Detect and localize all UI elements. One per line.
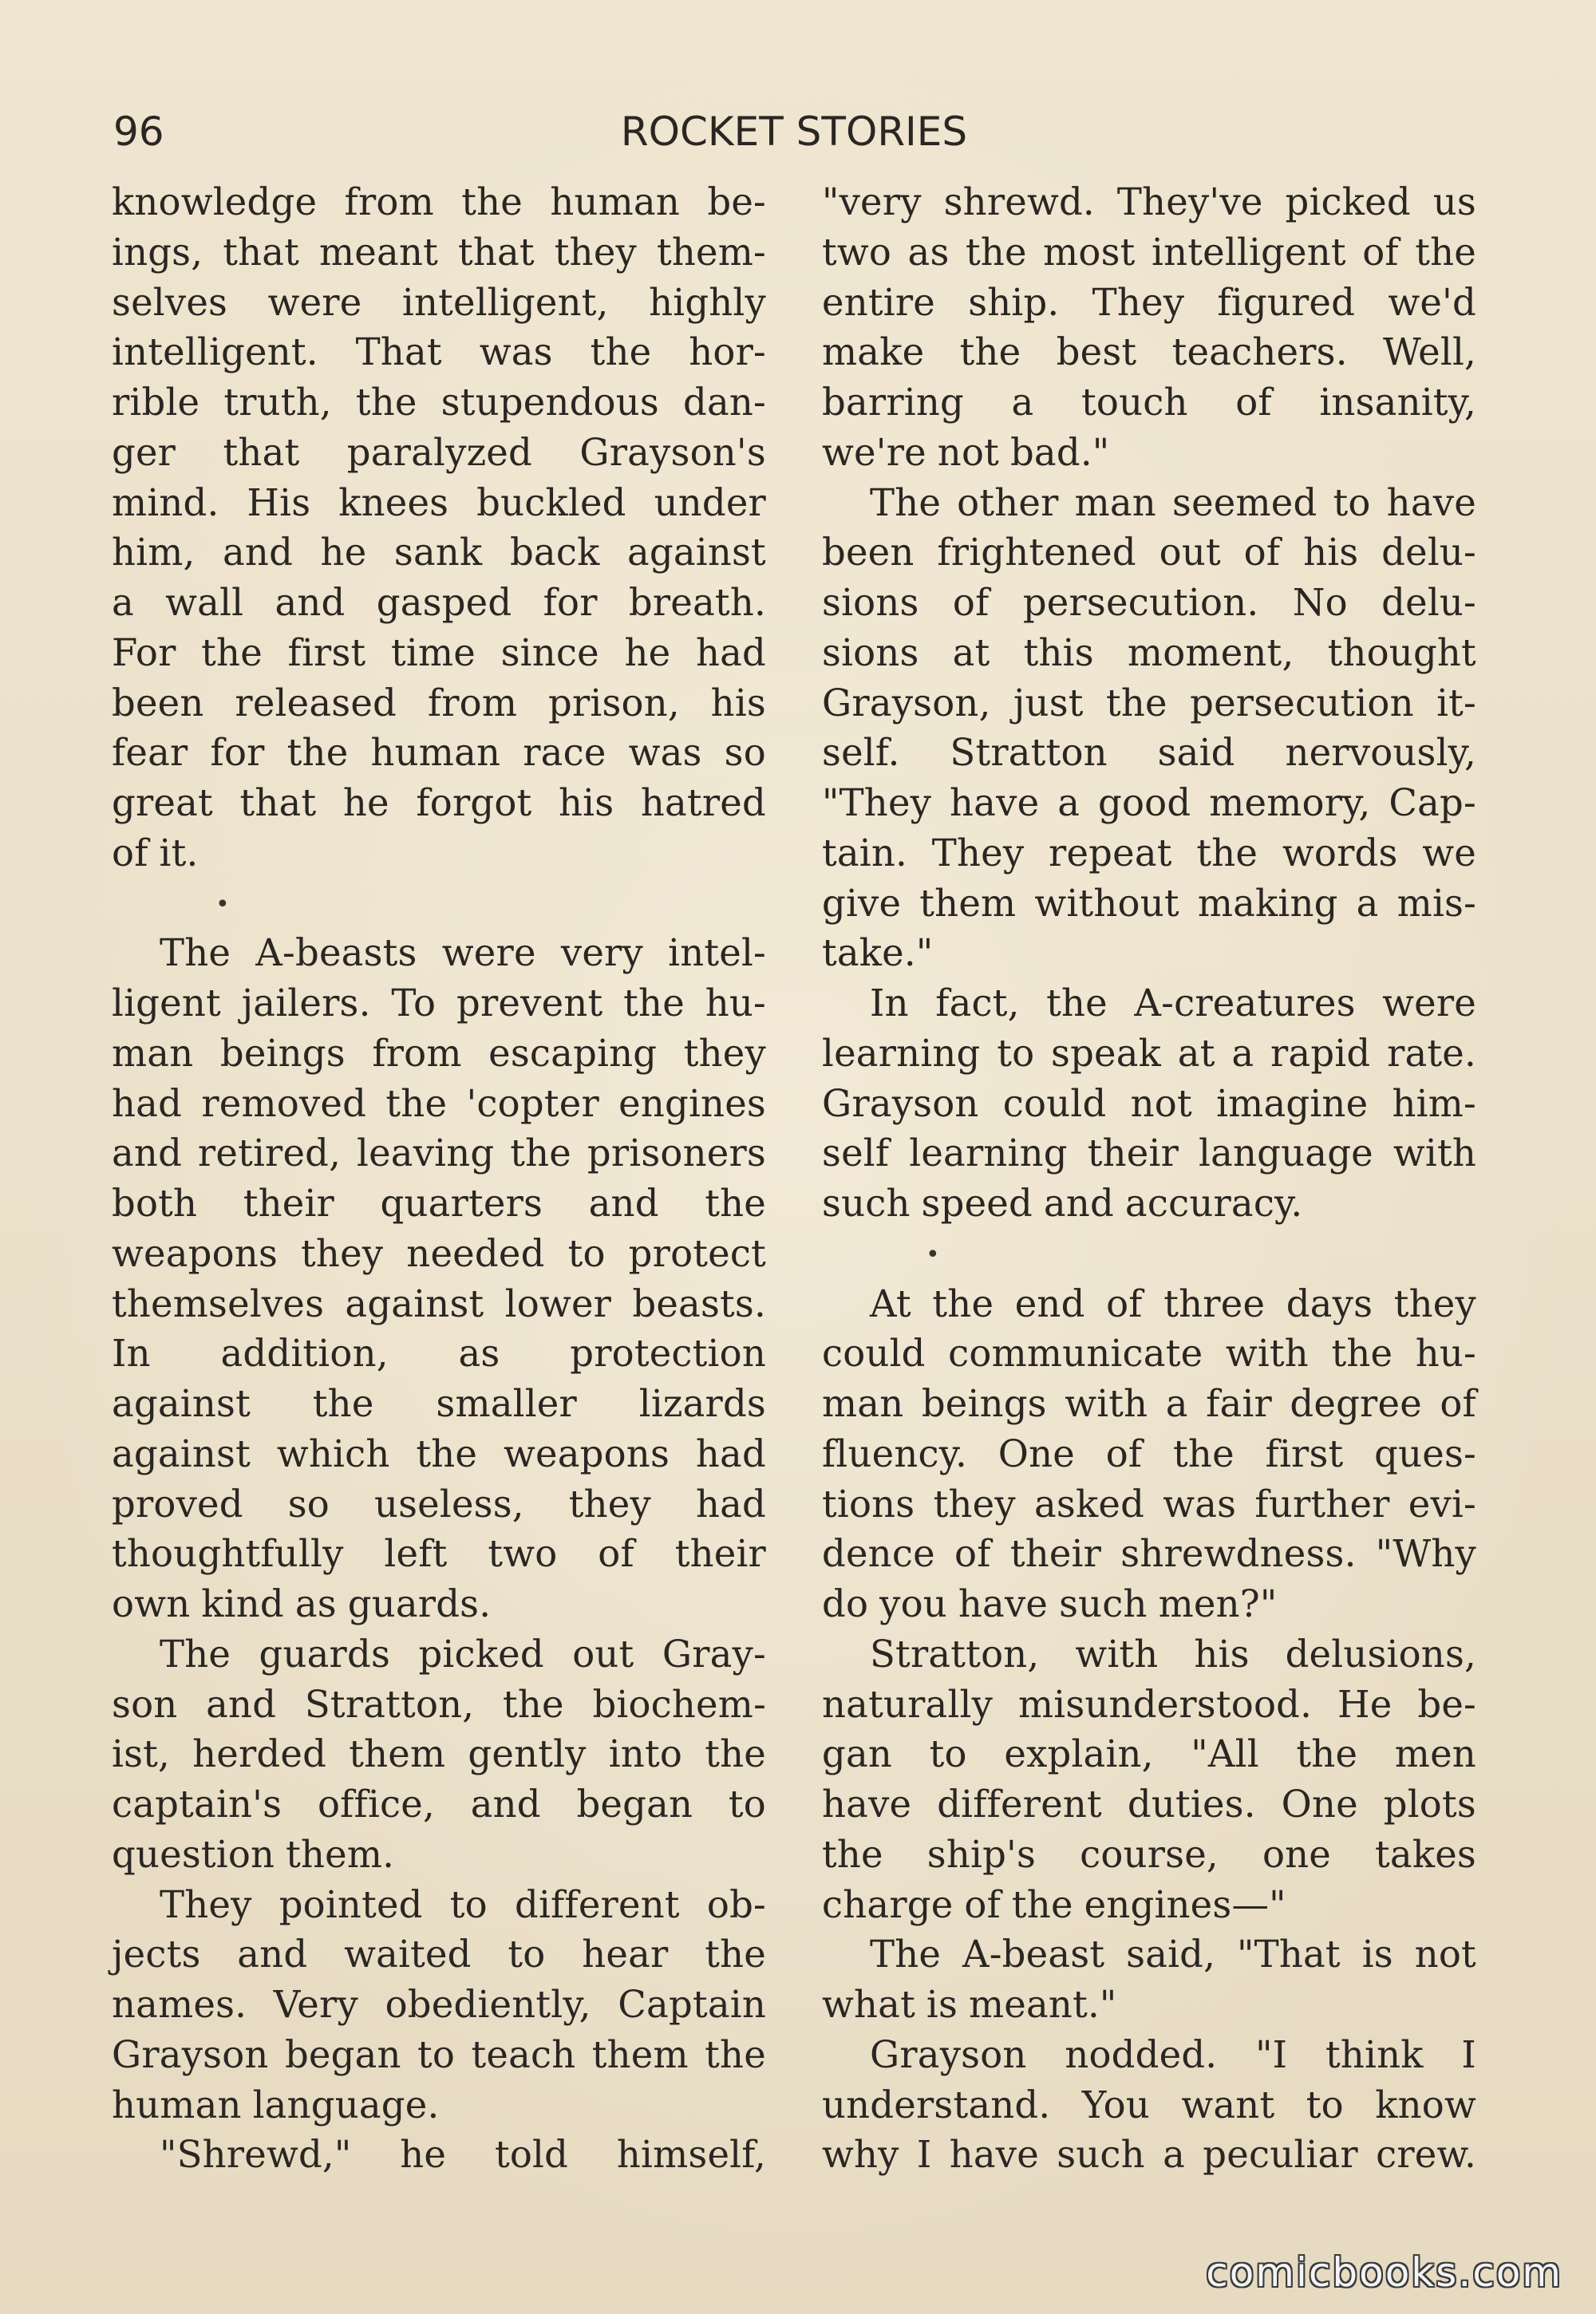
- text-line: barring a touch of insanity,: [822, 381, 1476, 424]
- text-line: Grayson nodded. "I think I: [870, 2032, 1476, 2076]
- section-break: •: [926, 1240, 940, 1269]
- right-text-column: [822, 177, 1476, 2180]
- text-line: we're not bad.": [822, 430, 1110, 474]
- text-line: ist, herded them gently into the: [112, 1732, 766, 1776]
- text-line: tions they asked was further evi-: [822, 1482, 1476, 1526]
- text-line: gan to explain, "All the men: [822, 1732, 1476, 1776]
- text-line: entire ship. They figured we'd: [822, 280, 1476, 324]
- text-line: great that he forgot his hatred: [112, 781, 766, 824]
- text-line: own kind as guards.: [112, 1582, 492, 1625]
- text-line: had removed the 'copter engines: [112, 1081, 766, 1125]
- text-line: why I have such a peculiar crew.: [822, 2133, 1476, 2177]
- text-line: and retired, leaving the prisoners: [112, 1131, 766, 1175]
- text-line: They pointed to different ob-: [160, 1882, 766, 1926]
- text-line: Stratton, with his delusions,: [870, 1632, 1476, 1676]
- text-line: do you have such men?": [822, 1582, 1278, 1625]
- running-head: ROCKET STORIES: [620, 109, 968, 155]
- text-line: The guards picked out Gray-: [160, 1632, 766, 1676]
- text-line: make the best teachers. Well,: [822, 330, 1476, 374]
- text-line: "Shrewd," he told himself,: [160, 2133, 766, 2177]
- text-line: him, and he sank back against: [112, 531, 766, 575]
- text-line: two as the most intelligent of the: [822, 230, 1476, 274]
- text-line: take.": [822, 931, 934, 975]
- text-line: In addition, as protection: [112, 1332, 766, 1376]
- text-line: tain. They repeat the words we: [822, 831, 1476, 875]
- left-text-column: [112, 177, 766, 2180]
- text-line: been released from prison, his: [112, 681, 766, 725]
- text-line: give them without making a mis-: [822, 881, 1476, 925]
- text-line: "They have a good memory, Cap-: [822, 781, 1476, 824]
- text-line: been frightened out of his delu-: [822, 531, 1476, 575]
- text-line: dence of their shrewdness. "Why: [822, 1532, 1476, 1576]
- text-line: selves were intelligent, highly: [112, 280, 766, 324]
- text-line: naturally misunderstood. He be-: [822, 1682, 1476, 1726]
- text-line: the ship's course, one takes: [822, 1832, 1476, 1876]
- text-line: themselves against lower beasts.: [112, 1281, 766, 1325]
- page-header: [113, 104, 1475, 160]
- section-break: •: [215, 890, 230, 918]
- text-line: of it.: [112, 831, 199, 875]
- text-line: such speed and accuracy.: [822, 1182, 1303, 1225]
- text-line: sions of persecution. No delu-: [822, 581, 1476, 624]
- text-line: names. Very obediently, Captain: [112, 1983, 766, 2026]
- text-line: fluency. One of the first ques-: [822, 1431, 1476, 1475]
- text-line: both their quarters and the: [112, 1182, 766, 1225]
- text-line: weapons they needed to protect: [112, 1231, 766, 1275]
- text-line: self learning their language with: [822, 1131, 1476, 1175]
- text-line: question them.: [112, 1832, 395, 1876]
- text-line: ings, that meant that they them-: [112, 230, 766, 274]
- text-line: For the first time since he had: [112, 630, 766, 674]
- text-line: son and Stratton, the biochem-: [112, 1682, 766, 1726]
- text-line: what is meant.": [822, 1983, 1117, 2026]
- text-line: against the smaller lizards: [112, 1382, 766, 1425]
- text-line: mind. His knees buckled under: [112, 480, 766, 524]
- text-line: proved so useless, they had: [112, 1482, 766, 1526]
- text-line: learning to speak at a rapid rate.: [822, 1031, 1476, 1075]
- text-line: Grayson, just the persecution it-: [822, 681, 1476, 725]
- text-line: fear for the human race was so: [112, 731, 766, 775]
- text-line: against which the weapons had: [112, 1431, 766, 1475]
- text-line: Grayson could not imagine him-: [822, 1081, 1476, 1125]
- text-line: knowledge from the human be-: [112, 180, 766, 223]
- text-line: human language.: [112, 2083, 440, 2126]
- text-line: The other man seemed to have: [870, 480, 1476, 524]
- text-line: have different duties. One plots: [822, 1783, 1476, 1826]
- site-watermark: comicbooks.com: [1206, 2249, 1562, 2296]
- text-line: jects and waited to hear the: [112, 1933, 766, 1976]
- text-line: captain's office, and began to: [112, 1783, 766, 1826]
- text-line: rible truth, the stupendous dan-: [112, 381, 766, 424]
- text-line: At the end of three days they: [870, 1281, 1476, 1325]
- text-line: ligent jailers. To prevent the hu-: [112, 981, 766, 1025]
- text-line: charge of the engines—": [822, 1882, 1286, 1926]
- text-line: intelligent. That was the hor-: [112, 330, 766, 374]
- text-line: sions at this moment, thought: [822, 630, 1476, 674]
- text-line: could communicate with the hu-: [822, 1332, 1476, 1376]
- text-line: Grayson began to teach them the: [112, 2032, 766, 2076]
- text-line: The A-beasts were very intel-: [160, 931, 766, 975]
- text-line: self. Stratton said nervously,: [822, 731, 1476, 775]
- text-line: "very shrewd. They've picked us: [822, 180, 1476, 223]
- text-line: a wall and gasped for breath.: [112, 581, 766, 624]
- text-line: understand. You want to know: [822, 2083, 1476, 2126]
- text-line: man beings from escaping they: [112, 1031, 766, 1075]
- text-line: ger that paralyzed Grayson's: [112, 430, 766, 474]
- text-line: The A-beast said, "That is not: [870, 1933, 1476, 1976]
- text-line: man beings with a fair degree of: [822, 1382, 1476, 1425]
- text-line: thoughtfully left two of their: [112, 1532, 766, 1576]
- page-number: 96: [113, 109, 164, 155]
- text-line: In fact, the A-creatures were: [870, 981, 1476, 1025]
